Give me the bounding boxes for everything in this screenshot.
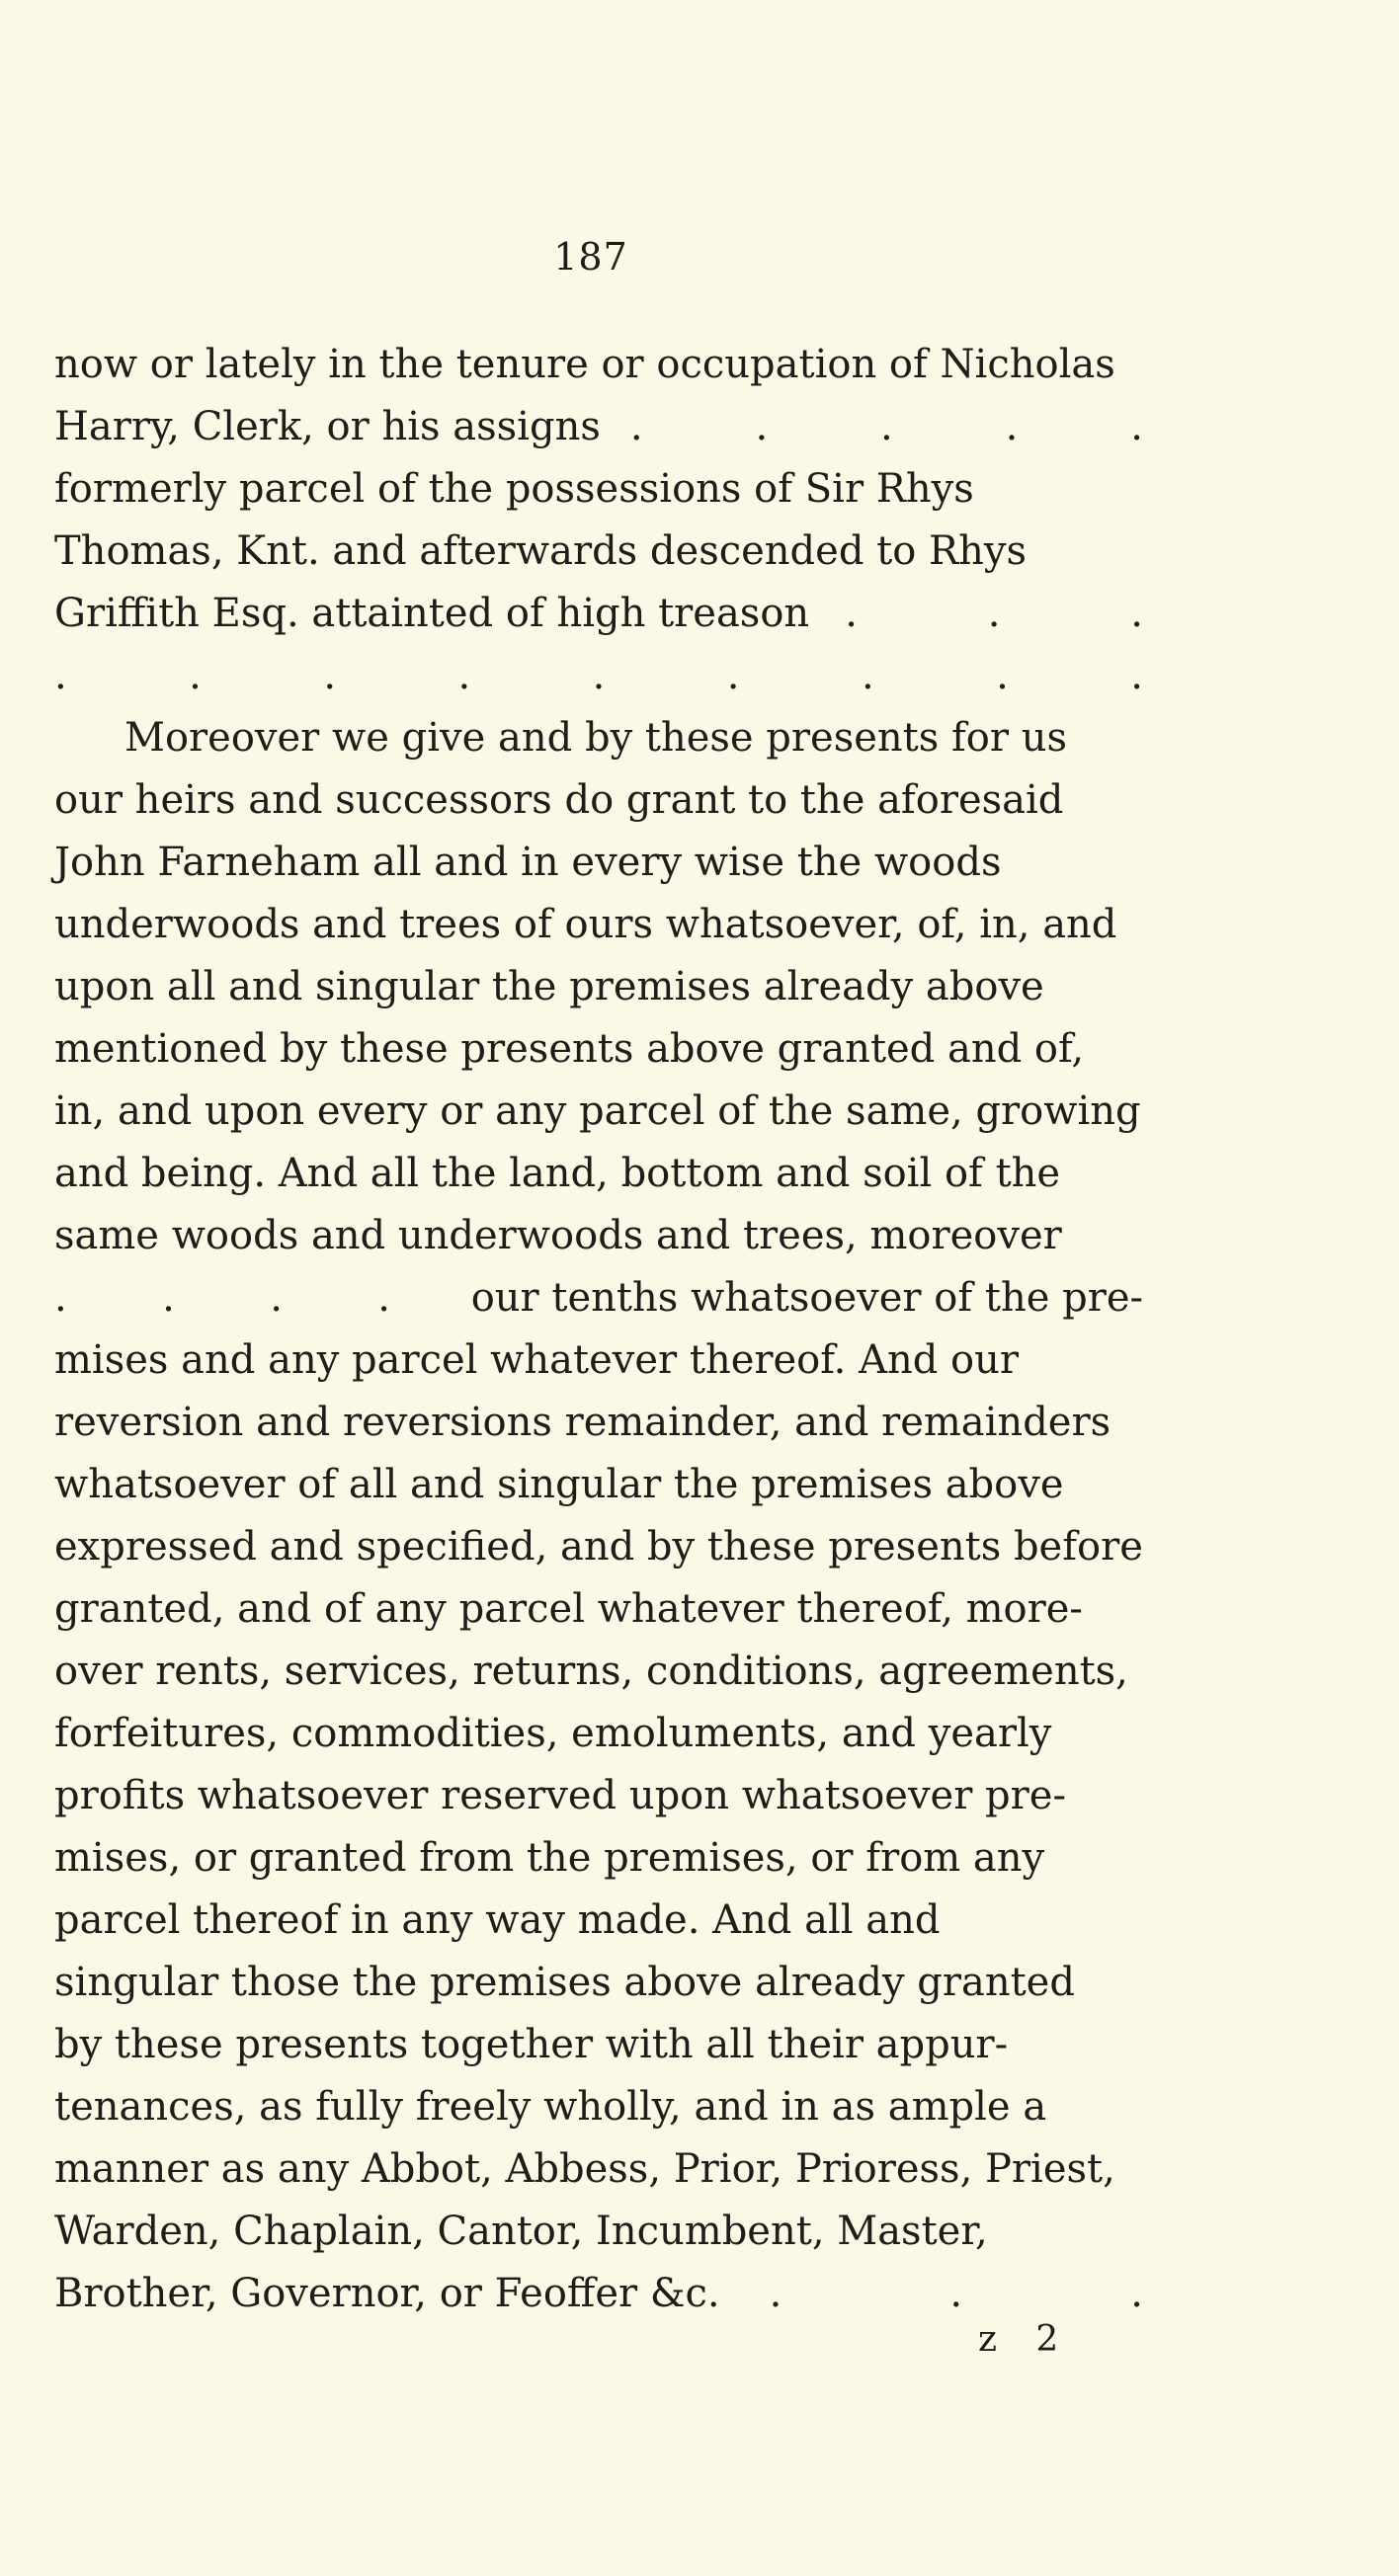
text-line (54, 707, 1143, 769)
line-text: manner as any Abbot, Abbess, Prior, Prioress, Priest, (54, 2146, 1115, 2192)
text-line (54, 2201, 1143, 2263)
line-text: mises, or granted from the premises, or from any (54, 1835, 1045, 1881)
dot: . (629, 404, 643, 449)
dot: . (270, 1275, 283, 1321)
line-text: now or lately in the tenure or occupation of Nicholas (54, 342, 1115, 387)
text-line (54, 1329, 1143, 1392)
line-text: mises and any parcel whatever thereof. And our (54, 1337, 1019, 1383)
text-line (54, 2014, 1143, 2076)
text-line (54, 1081, 1143, 1143)
dot: . (987, 591, 1001, 636)
line-text: and being. And all the land, bottom and soil of the (54, 1151, 1061, 1196)
text-line (54, 1018, 1143, 1081)
ellipsis-dots (845, 583, 1143, 645)
line-text: forfeitures, commodities, emoluments, and yearly (54, 1711, 1052, 1756)
line-text: by these presents together with all their appur- (54, 2022, 1009, 2067)
text-line (54, 1516, 1143, 1578)
text-line (54, 1952, 1143, 2014)
text-line (54, 956, 1143, 1018)
text-line (54, 1641, 1143, 1703)
signature-mark: z 2 (978, 2319, 1073, 2360)
text-line (54, 769, 1143, 832)
text-line (54, 1765, 1143, 1827)
text-line (54, 832, 1143, 894)
line-text: Griffith Esq. attainted of high treason (54, 591, 810, 636)
text-line (54, 1454, 1143, 1516)
line-text: singular those the premises above already granted (54, 1960, 1075, 2005)
line-text: reversion and reversions remainder, and remainders (54, 1400, 1111, 1445)
line-text: profits whatsoever reserved upon whatsoever pre- (54, 1773, 1066, 1818)
text-line (54, 458, 1143, 521)
text-line (54, 2138, 1143, 2201)
dot: . (592, 653, 606, 698)
dot: . (1130, 591, 1143, 636)
text-line (54, 521, 1143, 583)
line-text: mentioned by these presents above granted and of, (54, 1026, 1085, 1072)
dot: . (1130, 653, 1143, 698)
text-line (54, 1205, 1143, 1267)
ellipsis-dots (770, 2263, 1143, 2325)
line-text: parcel thereof in any way made. And all and (54, 1897, 941, 1943)
text-line (54, 1827, 1143, 1890)
text-line (54, 1143, 1143, 1205)
line-text: in, and upon every or any parcel of the same, growing (54, 1088, 1141, 1134)
dot: . (845, 591, 858, 636)
ellipsis-dots (54, 1267, 390, 1329)
ellipsis-dots (630, 396, 1143, 458)
line-text: Moreover we give and by these presents for us (124, 715, 1067, 761)
line-text: Thomas, Knt. and afterwards descended to Rhys (54, 528, 1028, 574)
text-line (54, 1267, 1143, 1329)
line-text: upon all and singular the premises already above (54, 964, 1044, 1009)
dot: . (54, 653, 67, 698)
dot: . (880, 404, 893, 449)
line-text: over rents, services, returns, conditions, agreements, (54, 1649, 1128, 1694)
line-text: tenances, as fully freely wholly, and in as ample a (54, 2084, 1047, 2130)
text-line (54, 1392, 1143, 1454)
dot: . (769, 2271, 782, 2316)
text-line (54, 1578, 1143, 1641)
text-line (54, 1703, 1143, 1765)
line-text: underwoods and trees of ours whatsoever, of, in, and (54, 902, 1117, 947)
line-text: Harry, Clerk, or his assigns (54, 404, 601, 449)
dot: . (323, 653, 337, 698)
line-text: our tenths whatsoever of the pre- (470, 1275, 1143, 1321)
dot: . (949, 2271, 963, 2316)
text-line (54, 894, 1143, 956)
dot: . (726, 653, 740, 698)
dot: . (996, 653, 1009, 698)
text-line (54, 2263, 1143, 2325)
line-text: granted, and of any parcel whatever thereof, more- (54, 1586, 1083, 1632)
dot: . (1005, 404, 1019, 449)
text-line (54, 1890, 1143, 1952)
dot: . (1130, 404, 1143, 449)
dot: . (861, 653, 874, 698)
line-text: expressed and specified, and by these presents before (54, 1524, 1143, 1570)
ellipsis-dots (54, 645, 1143, 707)
line-text: Brother, Governor, or Feoffer &c. (54, 2271, 720, 2316)
text-line (54, 583, 1143, 645)
dot: . (1130, 2271, 1143, 2316)
line-text: whatsoever of all and singular the premises above (54, 1462, 1064, 1507)
text-line (54, 334, 1143, 396)
line-text: Warden, Chaplain, Cantor, Incumbent, Master, (54, 2209, 988, 2254)
page-number: 187 (553, 235, 628, 279)
line-text: John Farneham all and in every wise the woods (54, 840, 1002, 885)
ellipsis-line (54, 645, 1143, 707)
line-text: our heirs and successors do grant to the aforesaid (54, 777, 1064, 823)
text-line (54, 2076, 1143, 2138)
line-text: formerly parcel of the possessions of Sir Rhys (54, 466, 974, 512)
dot: . (189, 653, 202, 698)
dot: . (162, 1275, 175, 1321)
dot: . (377, 1275, 390, 1321)
dot: . (755, 404, 769, 449)
text-line (54, 396, 1143, 458)
body-text (54, 334, 1143, 2325)
dot: . (54, 1275, 67, 1321)
dot: . (457, 653, 471, 698)
line-text: same woods and underwoods and trees, moreover (54, 1213, 1062, 1258)
